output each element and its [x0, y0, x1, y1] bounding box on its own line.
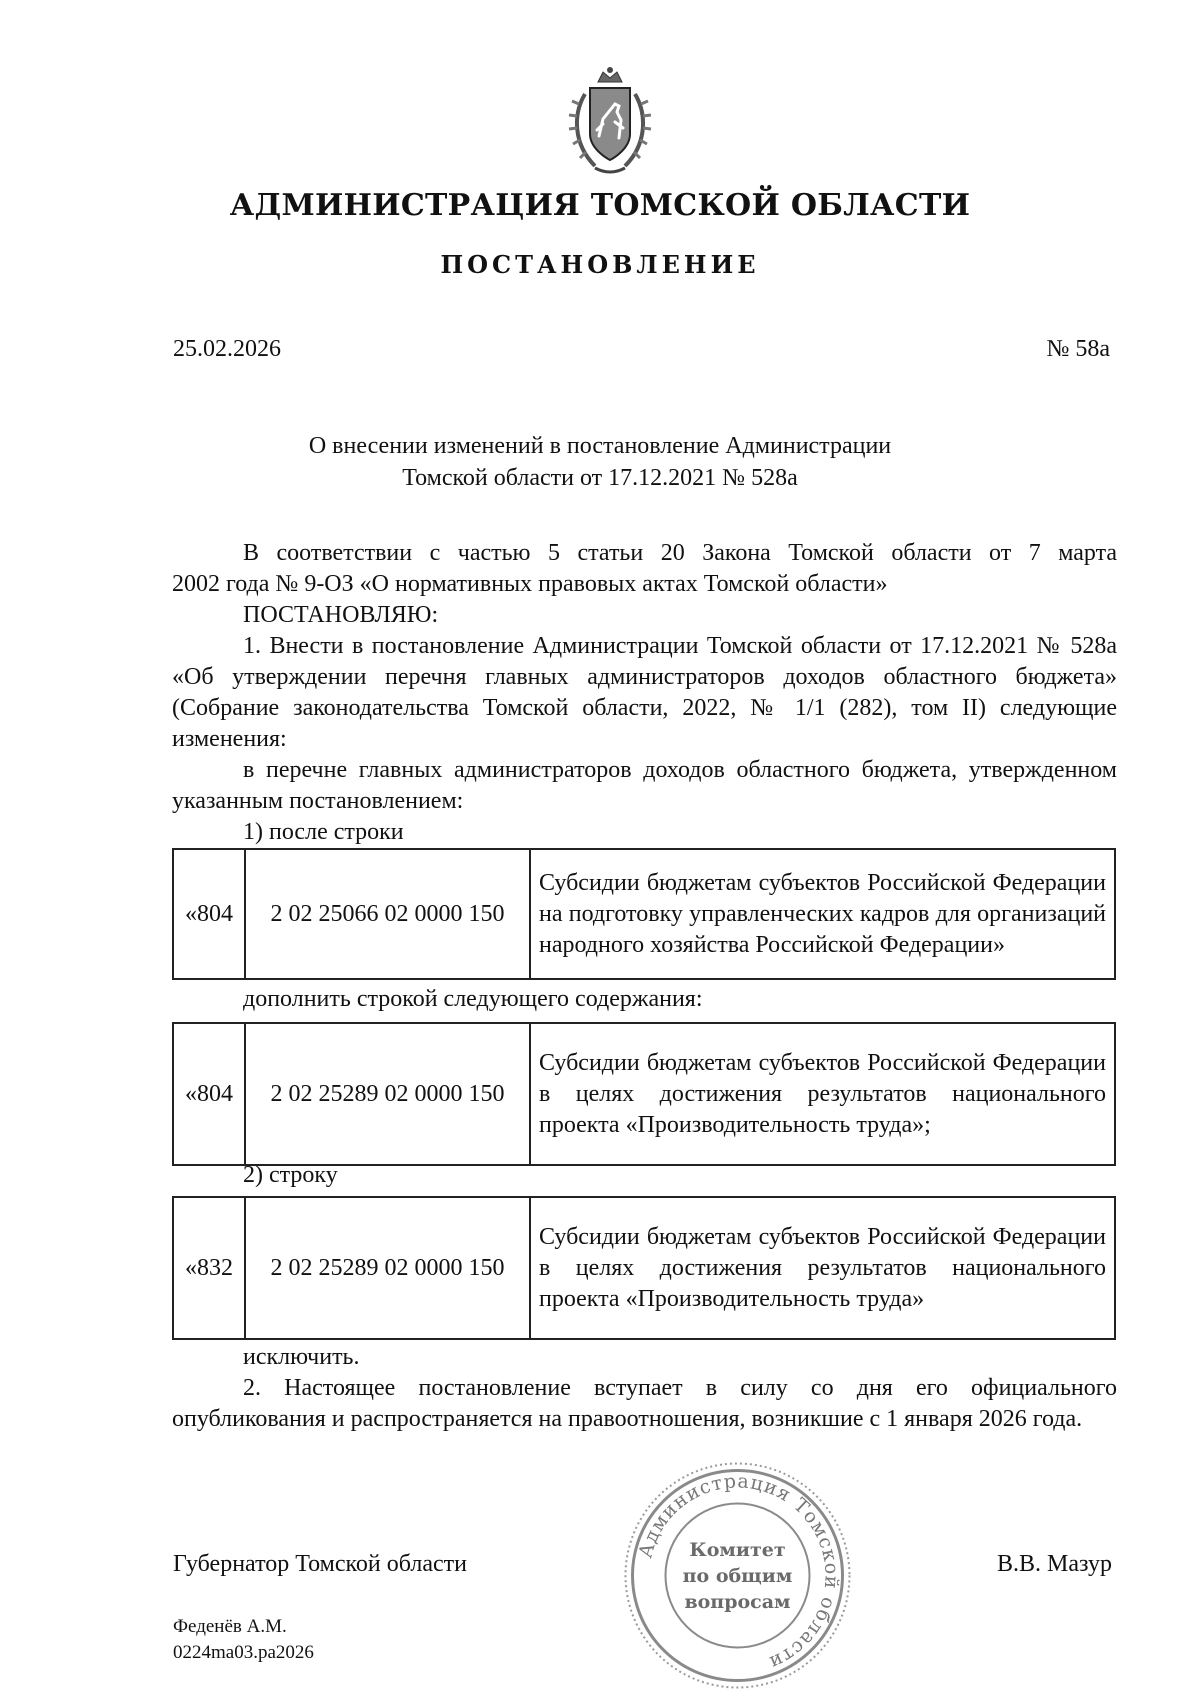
subject-line-2: Томской области от 17.12.2021 № 528а — [402, 465, 798, 491]
subject-line-1: О внесении изменений в постановление Администрации — [308, 433, 892, 459]
item-1-subparagraph: в перечне главных администраторов доходов областного бюджета, утвержденном указанным постановлением: — [172, 757, 1117, 814]
document-number: № 58а — [1046, 336, 1110, 362]
stamp-line-1: Комитет — [689, 1539, 786, 1561]
document-body — [172, 538, 1117, 848]
executor-reference: 0224ma03.pa2026 — [173, 1642, 314, 1663]
coat-of-arms-emblem — [555, 64, 665, 184]
stamp-line-2: по общим — [682, 1565, 793, 1587]
intro-paragraph-line-1: В соответствии с частью 5 статьи 20 Закона Томской области от 7 марта — [243, 540, 1117, 566]
step-2-text — [172, 1160, 1117, 1191]
table-cell-name: Субсидии бюджетам субъектов Российской Федерации в целях достижения результатов национального проекта «Производительность труда»; — [530, 1023, 1115, 1165]
official-stamp — [620, 1458, 855, 1693]
add-row-label: дополнить строкой следующего содержания: — [243, 986, 703, 1012]
executor-info — [173, 1614, 314, 1666]
closing-text — [172, 1342, 1117, 1435]
item-1-paragraph: 1. Внести в постановление Администрации Томской области от 17.12.2021 № 528а «Об утверждении перечня главных администраторов доходов областного бюджета» (Собрание законодательства Томской области, 2022, № 1/1 (282), том II) следующие изменения: — [172, 633, 1117, 752]
table-cell-name: Субсидии бюджетам субъектов Российской Федерации в целях достижения результатов национального проекта «Производительность труда» — [530, 1197, 1115, 1339]
table-cell-kbk: 2 02 25289 02 0000 150 — [245, 1197, 530, 1339]
table-row-2 — [172, 1022, 1116, 1166]
stamp-ring-text: Администрация Томской области — [634, 1470, 843, 1675]
revenue-table — [172, 1022, 1116, 1166]
table-cell-name: Субсидии бюджетам субъектов Российской Федерации на подготовку управленческих кадров для организаций народного хозяйства Российской Федерации» — [530, 849, 1115, 979]
document-date: 25.02.2026 — [173, 336, 281, 362]
step-1-label: 1) после строки — [243, 819, 404, 845]
revenue-table — [172, 1196, 1116, 1340]
document-subject — [0, 430, 1200, 494]
signatory-name: В.В. Мазур — [997, 1551, 1112, 1577]
executor-name: Феденёв А.М. — [173, 1616, 287, 1637]
exclude-label: исключить. — [243, 1344, 360, 1370]
revenue-table — [172, 848, 1116, 980]
stamp-line-3: вопросам — [684, 1591, 791, 1613]
add-row-text — [172, 984, 1117, 1015]
table-cell-admin-code: «804 — [173, 1023, 245, 1165]
step-2-label: 2) строку — [243, 1162, 338, 1188]
table-cell-kbk: 2 02 25066 02 0000 150 — [245, 849, 530, 979]
table-cell-kbk: 2 02 25289 02 0000 150 — [245, 1023, 530, 1165]
organization-title: АДМИНИСТРАЦИЯ ТОМСКОЙ ОБЛАСТИ — [229, 188, 971, 223]
table-row-1 — [172, 848, 1116, 980]
decree-word: ПОСТАНОВЛЯЮ: — [243, 602, 439, 628]
item-2-paragraph: 2. Настоящее постановление вступает в силу со дня его официального опубликования и распространяется на правоотношения, возникшие с 1 января 2026 года. — [172, 1375, 1117, 1432]
table-row-3 — [172, 1196, 1116, 1340]
intro-paragraph-line-2: 2002 года № 9-ОЗ «О нормативных правовых актах Томской области» — [172, 571, 888, 597]
signatory-position: Губернатор Томской области — [173, 1551, 467, 1577]
document-type: ПОСТАНОВЛЕНИЕ — [440, 250, 760, 279]
table-cell-admin-code: «832 — [173, 1197, 245, 1339]
table-cell-admin-code: «804 — [173, 849, 245, 979]
